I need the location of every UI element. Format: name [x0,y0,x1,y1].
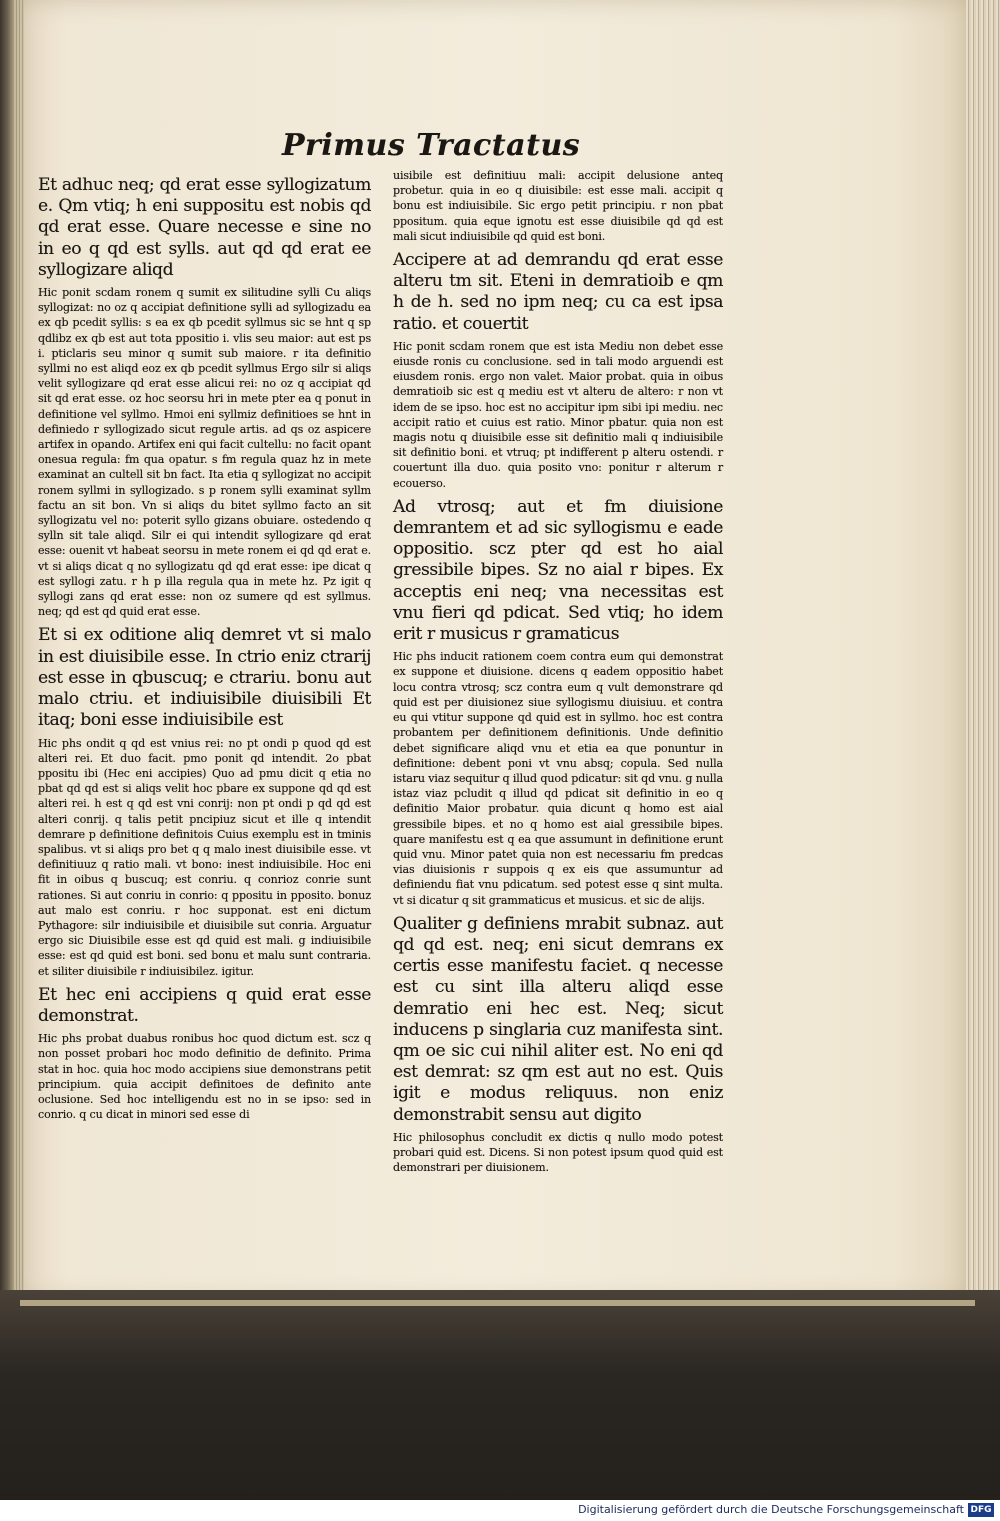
text-block: Accipere at ad demrandu qd erat esse alteru tm sit. Eteni in demratioib e qm h de h. sed no ipm neq; cu ca est ipsa ratio. et couertit [393,250,723,334]
scan-background [0,1290,1000,1500]
left-page-edges [14,0,24,1300]
dfg-logo: DFG [968,1503,994,1517]
text-block: Et adhuc neq; qd erat esse syllogizatum e. Qm vtiq; h eni suppositu est nobis qd qd erat esse. Quare necesse e sine no in eo q qd est sylls. aut qd qd erat ee syllogizare aliqd [38,175,371,280]
left-column [38,175,371,1128]
page-bottom-edge [20,1300,975,1306]
text-block: Ad vtrosq; aut et fm diuisione demrantem et ad sic syllogismu e eade oppositio. scz pter qd est ho aial gressibile bipes. Sz no aial r bipes. Ex acceptis eni neq; vna necessitas est vnu fieri qd pdicat. Sed vtiq; ho idem erit r musicus r gramaticus [393,496,723,645]
text-block: Qualiter g definiens mrabit subnaz. aut qd qd est. neq; eni sicut demrans ex certis esse manifestu faciet. q necesse est cu sint illa alteru aliqd esse demratio eni hec est. Neq; sicut inducens p singlaria cuz manifesta sint. qm oe sic cui nihil aliter est. No eni qd est demrat: sz qm est aut no est. Quis igit e modus reliquus. non eniz demonstrabit sensu aut digito [393,913,723,1125]
commentary-block: Hic ponit scdam ronem q sumit ex silitudine sylli Cu aliqs syllogizat: no oz q accipiat definitione sylli ad syllogizadu ea ex qb pcedit syllis: s ea ex qb pcedit syllmus sic se hnt q sp qdlibz ex qb est aut tota ppositio i. vlis seu maior: aut est ps i. pticlaris seu minor q sumit sub maiore. r ita definitio syllmi no est aliqd eoz ex qb pcedit syllmus Ergo silr si aliqs velit syllogizare qd erat esse alicui rei: no oz q accipiat qd sit qd erat esse. oz hoc seorsu hri in mete pter ea q ponut in definitione vel syllmo. Hmoi eni syllmiz definitioes se hnt in definiedo r syllogizado sicut regule artis. ad qs oz aspicere artifex in opando. Artifex eni qui facit cultellu: no facit opant onesua regula: fm qua opatur. s fm regula quaz hz in mete examinat an cultell sit bn fact. Ita etia q syllogizat no accipit ronem syllmi in syllogizado. s p ronem sylli examinat syllm factu an sit bon. Vn si aliqs du bitet syllmo facto an sit syllogizatu vel no: poterit syllo gizans obuiare. ostedendo q sylln sit tale aliqd. Silr ei qui intendit syllogizare qd erat esse: ouenit vt habeat seorsu in mete ronem ei qd qd erat e. vt si aliqs dicat q no syllogizatu qd qd erat esse: ipe dicat q est syllogi zatu. r h p illa regula qua in mete hz. Pz igit q syllogi zans qd erat esse: non oz sumere qd est syllmus. neq; qd est qd quid erat esse. [38,286,371,619]
commentary-block: Hic phs ondit q qd est vnius rei: no pt ondi p quod qd est alteri rei. Et duo facit. pmo ponit qd intendit. 2o pbat ppositu ibi (Hec eni accipies) Quo ad pmu dicit q etia no pbat qd qd est si aliqs velit hoc pbare ex suppone qd qd est alteri rei. h est q qd est vni conrij: non pt ondi p qd qd est alteri conrij. q talis petit pncipiuz sicut et ille q intendit demrare p definitione definitois Cuius exemplu est in tminis spalibus. vt si aliqs pro bet q q malo inest diuisibile esse. vt definitiuuz q ratio mali. vt bono: inest indiuisibile. Hoc eni fit in oibus q buscuq; est conriu. q conrioz conrie sunt rationes. Si aut conriu in conrio: q ppositu in pposito. bonuz aut malo est conriu. r hoc supponat. est eni dictum Pythagore: silr indiuisibile et diuisibile sut conria. Arguatur ergo sic Diuisibile esse est qd quid est mali. g indiuisibile esse: est qd quid est boni. sed bonu et malu sunt contraria. et siliter diuisibile r indiuisibilez. igitur. [38,736,371,978]
commentary-block: Hic phs inducit rationem coem contra eum qui demonstrat ex suppone et diuisione. dicens q eadem oppositio habet locu contra vtrosq; scz contra eum q vult demonstrare qd quid est per diuisionez siue syllogismu diuisiuu. et contra eu qui vtitur suppone qd quid est in syllmo. hoc est contra probantem per definitionem definitionis. Unde definitio debet significare aliqd vnu et etia ea que ponuntur in definitione: debent poni vt vnu absq; copula. Sed nulla istaru viaz sequitur q illud quod pdicatur: sit qd vnu. g nulla istaz viaz pcludit q illud qd pdicat sit definitio in eo q definitio Maior probatur. quia dicunt q homo est aial gressibile bipes. et no q homo est aial gressibile bipes. quare manifestu est q ea que assumunt in definitione erunt quid vnu. Minor patet quia non est necessariu fm predcas vias diuisionis r suppois q ex eis que assumuntur ad definiendu fiat vnu pdicatum. sed potest esse q sint multa. vt si dicatur q sit grammaticus et musicus. et sic de alijs. [393,650,723,907]
commentary-block: Hic phs probat duabus ronibus hoc quod dictum est. scz q non posset probari hoc modo definitio de definito. Prima stat in hoc. quia hoc modo accipiens siue demonstrans petit principium. quia accipit definitoes de definito ante oclusione. Sed hoc intelligendu est no in se ipso: sed in conrio. q cu dicat in minori sed esse di [38,1032,371,1122]
fore-edge [966,0,1000,1291]
commentary-block: Hic ponit scdam ronem que est ista Mediu non debet esse eiusde ronis cu conclusione. sed in tali modo arguendi est eiusdem ronis. ergo non valet. Maior probat. quia in oibus demratioib sic est q mediu est vt alteru de altero: r non vt idem de se ipso. hoc est no accipitur ipm sibi ipi mediu. nec accipit ratio et cuius est ratio. Minor pbatur. quia non est magis notu q diuisibile esse sit definitio mali q indiuisibile sit definitio boni. et vtruq; pt indifferent p alteru ostendi. r couertunt illa duo. quia posito vno: ponitur r alterum r ecouerso. [393,339,723,490]
text-block: Et si ex oditione aliq demret vt si malo in est diuisibile esse. In ctrio eniz ctrarij est esse in qbuscuq; e ctrariu. bonu aut malo ctriu. et indiuisibile diuisibili Et itaq; boni esse indiuisibile est [38,625,371,731]
commentary-block: Hic philosophus concludit ex dictis q nullo modo potest probari quid est. Dicens. Si non potest ipsum quod quid est demonstrari per diuisionem. [393,1130,723,1175]
right-column [393,168,723,1181]
commentary-block: uisibile est definitiuu mali: accipit delusione anteq probetur. quia in eo q diuisibile: est esse mali. accipit q bonu est indiuisibile. Sic ergo petit principiu. r non pbat ppositum. quia eque ignotu est esse diuisibile qd qd est mali sicut indiuisibile qd quid est boni. [393,169,723,243]
running-header: Primus Tractatus [282,128,581,163]
funding-credit: Digitalisierung gefördert durch die Deutsche Forschungsgemeinschaft [578,1503,964,1516]
text-block: Et hec eni accipiens q quid erat esse demonstrat. [38,984,371,1026]
